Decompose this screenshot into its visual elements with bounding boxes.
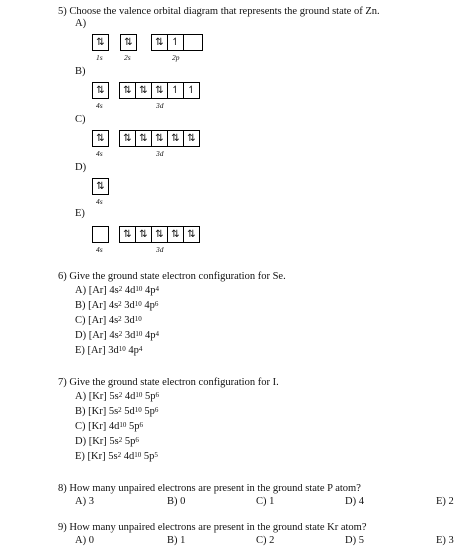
q7-choice-d[interactable]: D) [Kr] $5s^2$ $5p^6$	[75, 436, 139, 447]
orbital-box: ⇅	[92, 130, 109, 147]
q8-choice-b[interactable]: B) 0	[167, 496, 186, 507]
q7-choices	[75, 391, 159, 466]
orbital-box: ⇅	[135, 130, 152, 147]
option-label: C)	[75, 114, 86, 125]
question-9-text: 9) How many unpaired electrons are present in the ground state Kr atom?	[58, 522, 367, 533]
q9-choice-d[interactable]: D) 5	[345, 535, 364, 546]
question-8-text: 8) How many unpaired electrons are present in the ground state P atom?	[58, 483, 361, 494]
orbital-box: ↿	[183, 82, 200, 99]
q5-option-c[interactable]	[75, 114, 225, 162]
orbital-label: 4s	[96, 245, 103, 254]
q9-choice-c[interactable]: C) 2	[256, 535, 275, 546]
q5-option-d[interactable]	[75, 162, 135, 208]
q6-choice-d[interactable]: D) [Ar] $4s^2$ $3d^{10}$ $4p^4$	[75, 330, 159, 341]
orbital-box: ⇅	[119, 130, 136, 147]
q5-option-e[interactable]	[75, 208, 225, 258]
q9-choice-b[interactable]: B) 1	[167, 535, 186, 546]
option-label: B)	[75, 66, 86, 77]
q8-choice-a[interactable]: A) 3	[75, 496, 94, 507]
orbital-box: ⇅	[135, 82, 152, 99]
orbital-box: ⇅	[92, 178, 109, 195]
orbital-box: ⇅	[119, 82, 136, 99]
orbital-label: 2p	[172, 53, 180, 62]
option-label: E)	[75, 208, 85, 219]
q7-choice-a[interactable]: A) [Kr] $5s^2$ $4d^{10}$ $5p^6$	[75, 391, 159, 402]
option-label: A)	[75, 18, 87, 29]
orbital-box: ⇅	[120, 34, 137, 51]
orbital-box: ⇅	[167, 130, 184, 147]
orbital-box	[183, 34, 203, 51]
orbital-label: 1s	[96, 53, 103, 62]
q6-choice-e[interactable]: E) [Ar] $3d^{10}$ $4p^4$	[75, 345, 143, 356]
q8-choice-c[interactable]: C) 1	[256, 496, 275, 507]
q6-choice-c[interactable]: C) [Ar] $4s^2$ $3d^{10}$	[75, 315, 142, 326]
q5-option-b[interactable]	[75, 66, 225, 114]
orbital-label: 4s	[96, 149, 103, 158]
orbital-label: 2s	[124, 53, 131, 62]
q6-choice-b[interactable]: B) [Ar] $4s^2$ $3d^{10}$ $4p^6$	[75, 300, 159, 311]
q9-choice-e[interactable]: E) 3	[436, 535, 454, 546]
q9-choice-a[interactable]: A) 0	[75, 535, 94, 546]
question-6-text: 6) Give the ground state electron configuration for Se.	[58, 271, 286, 282]
orbital-label: 4s	[96, 197, 103, 206]
q8-choice-e[interactable]: E) 2	[436, 496, 454, 507]
question-7-text: 7) Give the ground state electron configuration for I.	[58, 377, 279, 388]
option-label: D)	[75, 162, 87, 173]
orbital-box: ⇅	[151, 226, 168, 243]
orbital-box: ⇅	[151, 130, 168, 147]
q7-choice-e[interactable]: E) [Kr] $5s^2$ $4d^{10}$ $5p^5$	[75, 451, 158, 462]
orbital-label: 3d	[156, 149, 164, 158]
q6-choices	[75, 285, 159, 360]
q6-choice-a[interactable]: A) [Ar] $4s^2$ $4d^{10}$ $4p^4$	[75, 285, 159, 296]
orbital-box: ⇅	[183, 130, 200, 147]
q7-choice-b[interactable]: B) [Kr] $5s^2$ $5d^{10}$ $5p^6$	[75, 406, 159, 417]
q7-choice-c[interactable]: C) [Kr] $4d^{10}$ $5p^6$	[75, 421, 143, 432]
orbital-box: ⇅	[151, 34, 168, 51]
orbital-box: ⇅	[183, 226, 200, 243]
orbital-label: 4s	[96, 101, 103, 110]
q8-choice-d[interactable]: D) 4	[345, 496, 364, 507]
orbital-box: ↿	[167, 82, 184, 99]
orbital-box: ↿	[167, 34, 184, 51]
orbital-box: ⇅	[92, 82, 109, 99]
orbital-box: ⇅	[167, 226, 184, 243]
orbital-label: 3d	[156, 101, 164, 110]
q5-option-a[interactable]	[75, 18, 215, 66]
question-5-text: 5) Choose the valence orbital diagram that represents the ground state of Zn.	[58, 6, 380, 17]
orbital-box: ⇅	[119, 226, 136, 243]
orbital-box: ⇅	[92, 34, 109, 51]
orbital-box: ⇅	[135, 226, 152, 243]
orbital-box	[92, 226, 109, 243]
orbital-label: 3d	[156, 245, 164, 254]
orbital-box: ⇅	[151, 82, 168, 99]
